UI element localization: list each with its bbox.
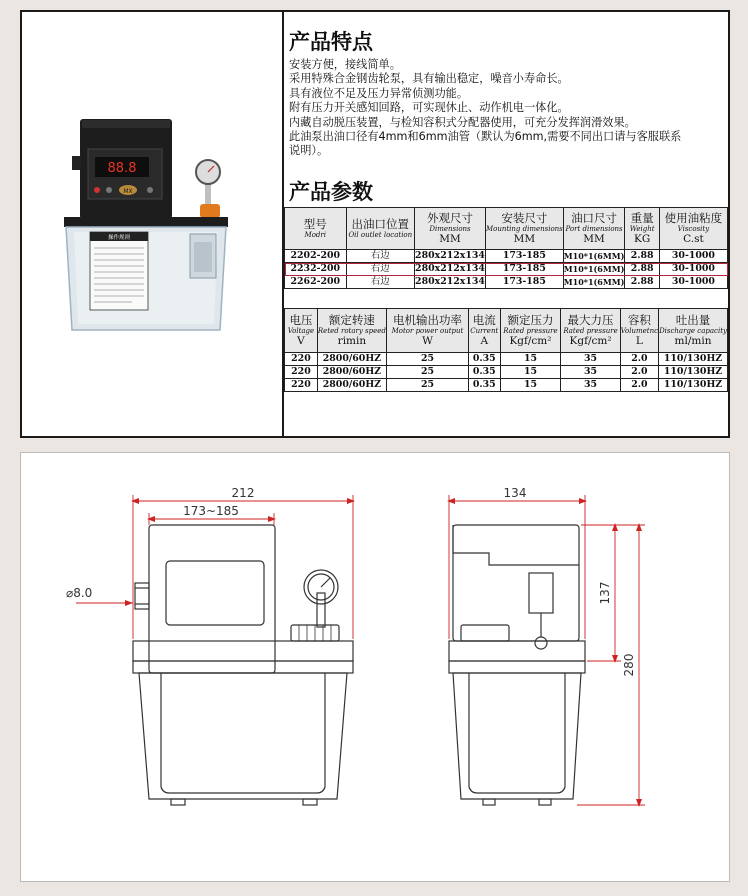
dimension-total-height: 280 <box>622 653 636 677</box>
table-row <box>285 353 728 366</box>
technical-drawing <box>20 452 730 882</box>
table-cell: 25 <box>386 366 468 379</box>
table-cell: M10*1(6MM) <box>563 264 625 274</box>
table-cell: 25 <box>386 353 468 366</box>
table-cell: 110/130HZ <box>659 366 728 379</box>
spec-section <box>284 12 728 436</box>
table-row <box>285 250 728 263</box>
header-cell: 最大力压 Rated pressure Kgf/cm² <box>561 309 620 353</box>
header-cell: 型号 Modri <box>285 208 347 250</box>
table-cell: 280x212x134 <box>415 250 485 261</box>
instruction-label-title: 操作规则 <box>107 235 131 241</box>
header-cell: 油口尺寸 Port dimensions MM <box>563 208 625 250</box>
dimension-front-mount: 173~185 <box>183 504 239 518</box>
table-cell: 2.0 <box>620 379 658 392</box>
table-cell: M10*1(6MM) <box>563 277 625 287</box>
side-dimension-lines <box>449 495 645 805</box>
table-cell: 35 <box>561 366 620 379</box>
table-cell: 280x212x134 <box>415 276 485 287</box>
table-cell: 0.35 <box>469 366 501 379</box>
table-row <box>285 379 728 392</box>
product-info-panel <box>20 10 730 438</box>
table-cell: 2.0 <box>620 353 658 366</box>
table-cell: 220 <box>285 353 318 366</box>
feature-line: 安装方便，接线简单。 <box>289 58 401 71</box>
side-view <box>449 525 585 805</box>
table-cell: 15 <box>500 353 561 366</box>
display-digits: 88.8 <box>107 161 137 176</box>
table-cell: 25 <box>386 379 468 392</box>
table-row <box>285 366 728 379</box>
table-cell: 30-1000 <box>659 276 727 289</box>
table-cell: 2.88 <box>625 263 660 276</box>
table-cell: 30-1000 <box>659 263 727 276</box>
table-row-highlighted <box>285 263 728 276</box>
feature-line: 具有液位不足及压力异常侦测功能。 <box>289 86 469 100</box>
product-photo <box>22 12 284 436</box>
table-cell: 2800/60HZ <box>317 379 386 392</box>
table-cell: 2262-200 <box>285 276 347 289</box>
table-cell: 2.0 <box>620 366 658 379</box>
table-cell: 右边 <box>346 250 414 263</box>
table-cell: 2232-200 <box>285 263 347 276</box>
header-cell: 额定转速 Reted rotary speed rimin <box>317 309 386 353</box>
header-cell: 电压 Voltage V <box>285 309 318 353</box>
table-cell: 173-185 <box>485 276 563 289</box>
feature-line: 内藏自动脱压装置，与检知容积式分配器使用，可充分发挥润滑效果。 <box>289 115 636 129</box>
table-cell: 110/130HZ <box>659 379 728 392</box>
dimension-front-width: 212 <box>231 486 255 500</box>
header-cell: 额定压力 Rated pressure Kgf/cm² <box>500 309 561 353</box>
header-cell: 安装尺寸 Mounting dimensions MM <box>485 208 563 250</box>
fill-cap <box>200 204 220 218</box>
front-view <box>133 525 353 805</box>
table-cell: 0.35 <box>469 379 501 392</box>
dimension-side-depth: 134 <box>503 486 527 500</box>
table-header-row <box>285 208 728 250</box>
table-cell: 2202-200 <box>285 250 347 263</box>
features-list <box>289 58 725 159</box>
table-cell: 2800/60HZ <box>317 366 386 379</box>
header-cell: 使用油粘度 Viscosity C.st <box>659 208 727 250</box>
dimension-port-diameter: ⌀8.0 <box>66 586 93 600</box>
table-cell: 30-1000 <box>659 250 727 263</box>
header-cell: 出油口位置 Oil outlet location <box>346 208 414 250</box>
header-cell: 外观尺寸 Dimensions MM <box>415 208 486 250</box>
spec-table-electrical <box>284 308 728 392</box>
table-cell: 2800/60HZ <box>317 353 386 366</box>
table-cell: 280x212x134 <box>415 263 485 274</box>
table-cell: 173-185 <box>485 263 563 276</box>
spec-table-model <box>284 207 728 289</box>
table-cell: 15 <box>500 366 561 379</box>
table-cell: 35 <box>561 379 620 392</box>
table-cell: 右边 <box>346 276 414 289</box>
header-cell: 电机输出功率 Motor power output W <box>386 309 468 353</box>
table-cell: 右边 <box>346 263 414 276</box>
table-cell: 2.88 <box>625 276 660 289</box>
table-row <box>285 276 728 289</box>
feature-line: 附有压力开关感知回路，可实现休止、动作机电一体化。 <box>289 101 569 115</box>
params-title: 产品参数 <box>289 180 373 204</box>
feature-line: 此油泵出油口径有4mm和6mm油管（默认为6mm,需要不同出口请与客服联系 <box>289 130 682 144</box>
table-cell: 173-185 <box>485 250 563 263</box>
table-cell: 0.35 <box>469 353 501 366</box>
feature-line: 说明）。 <box>289 144 329 158</box>
table-cell: 110/130HZ <box>659 353 728 366</box>
header-cell: 电流 Current A <box>469 309 501 353</box>
lubrication-pump-image <box>22 12 280 436</box>
header-cell: 重量 Weight KG <box>625 208 660 250</box>
table-cell: 35 <box>561 353 620 366</box>
table-cell: M10*1(6MM) <box>563 251 625 261</box>
table-cell: 220 <box>285 366 318 379</box>
table-cell: 15 <box>500 379 561 392</box>
logo-text: MX <box>123 188 133 195</box>
table-header-row <box>285 309 728 353</box>
dimension-drawing <box>21 453 729 881</box>
table-cell: 2.88 <box>625 250 660 263</box>
table-cell: 220 <box>285 379 318 392</box>
features-title: 产品特点 <box>289 30 373 54</box>
dimension-side-upper-height: 137 <box>598 581 612 605</box>
instruction-label <box>90 232 148 310</box>
header-cell: 吐出量 Discharge capacity ml/min <box>659 309 728 353</box>
header-cell: 容积 Volumetnc L <box>620 309 658 353</box>
feature-line: 采用特殊合金钢齿轮泵，具有输出稳定，噪音小寿命长。 <box>289 72 569 86</box>
